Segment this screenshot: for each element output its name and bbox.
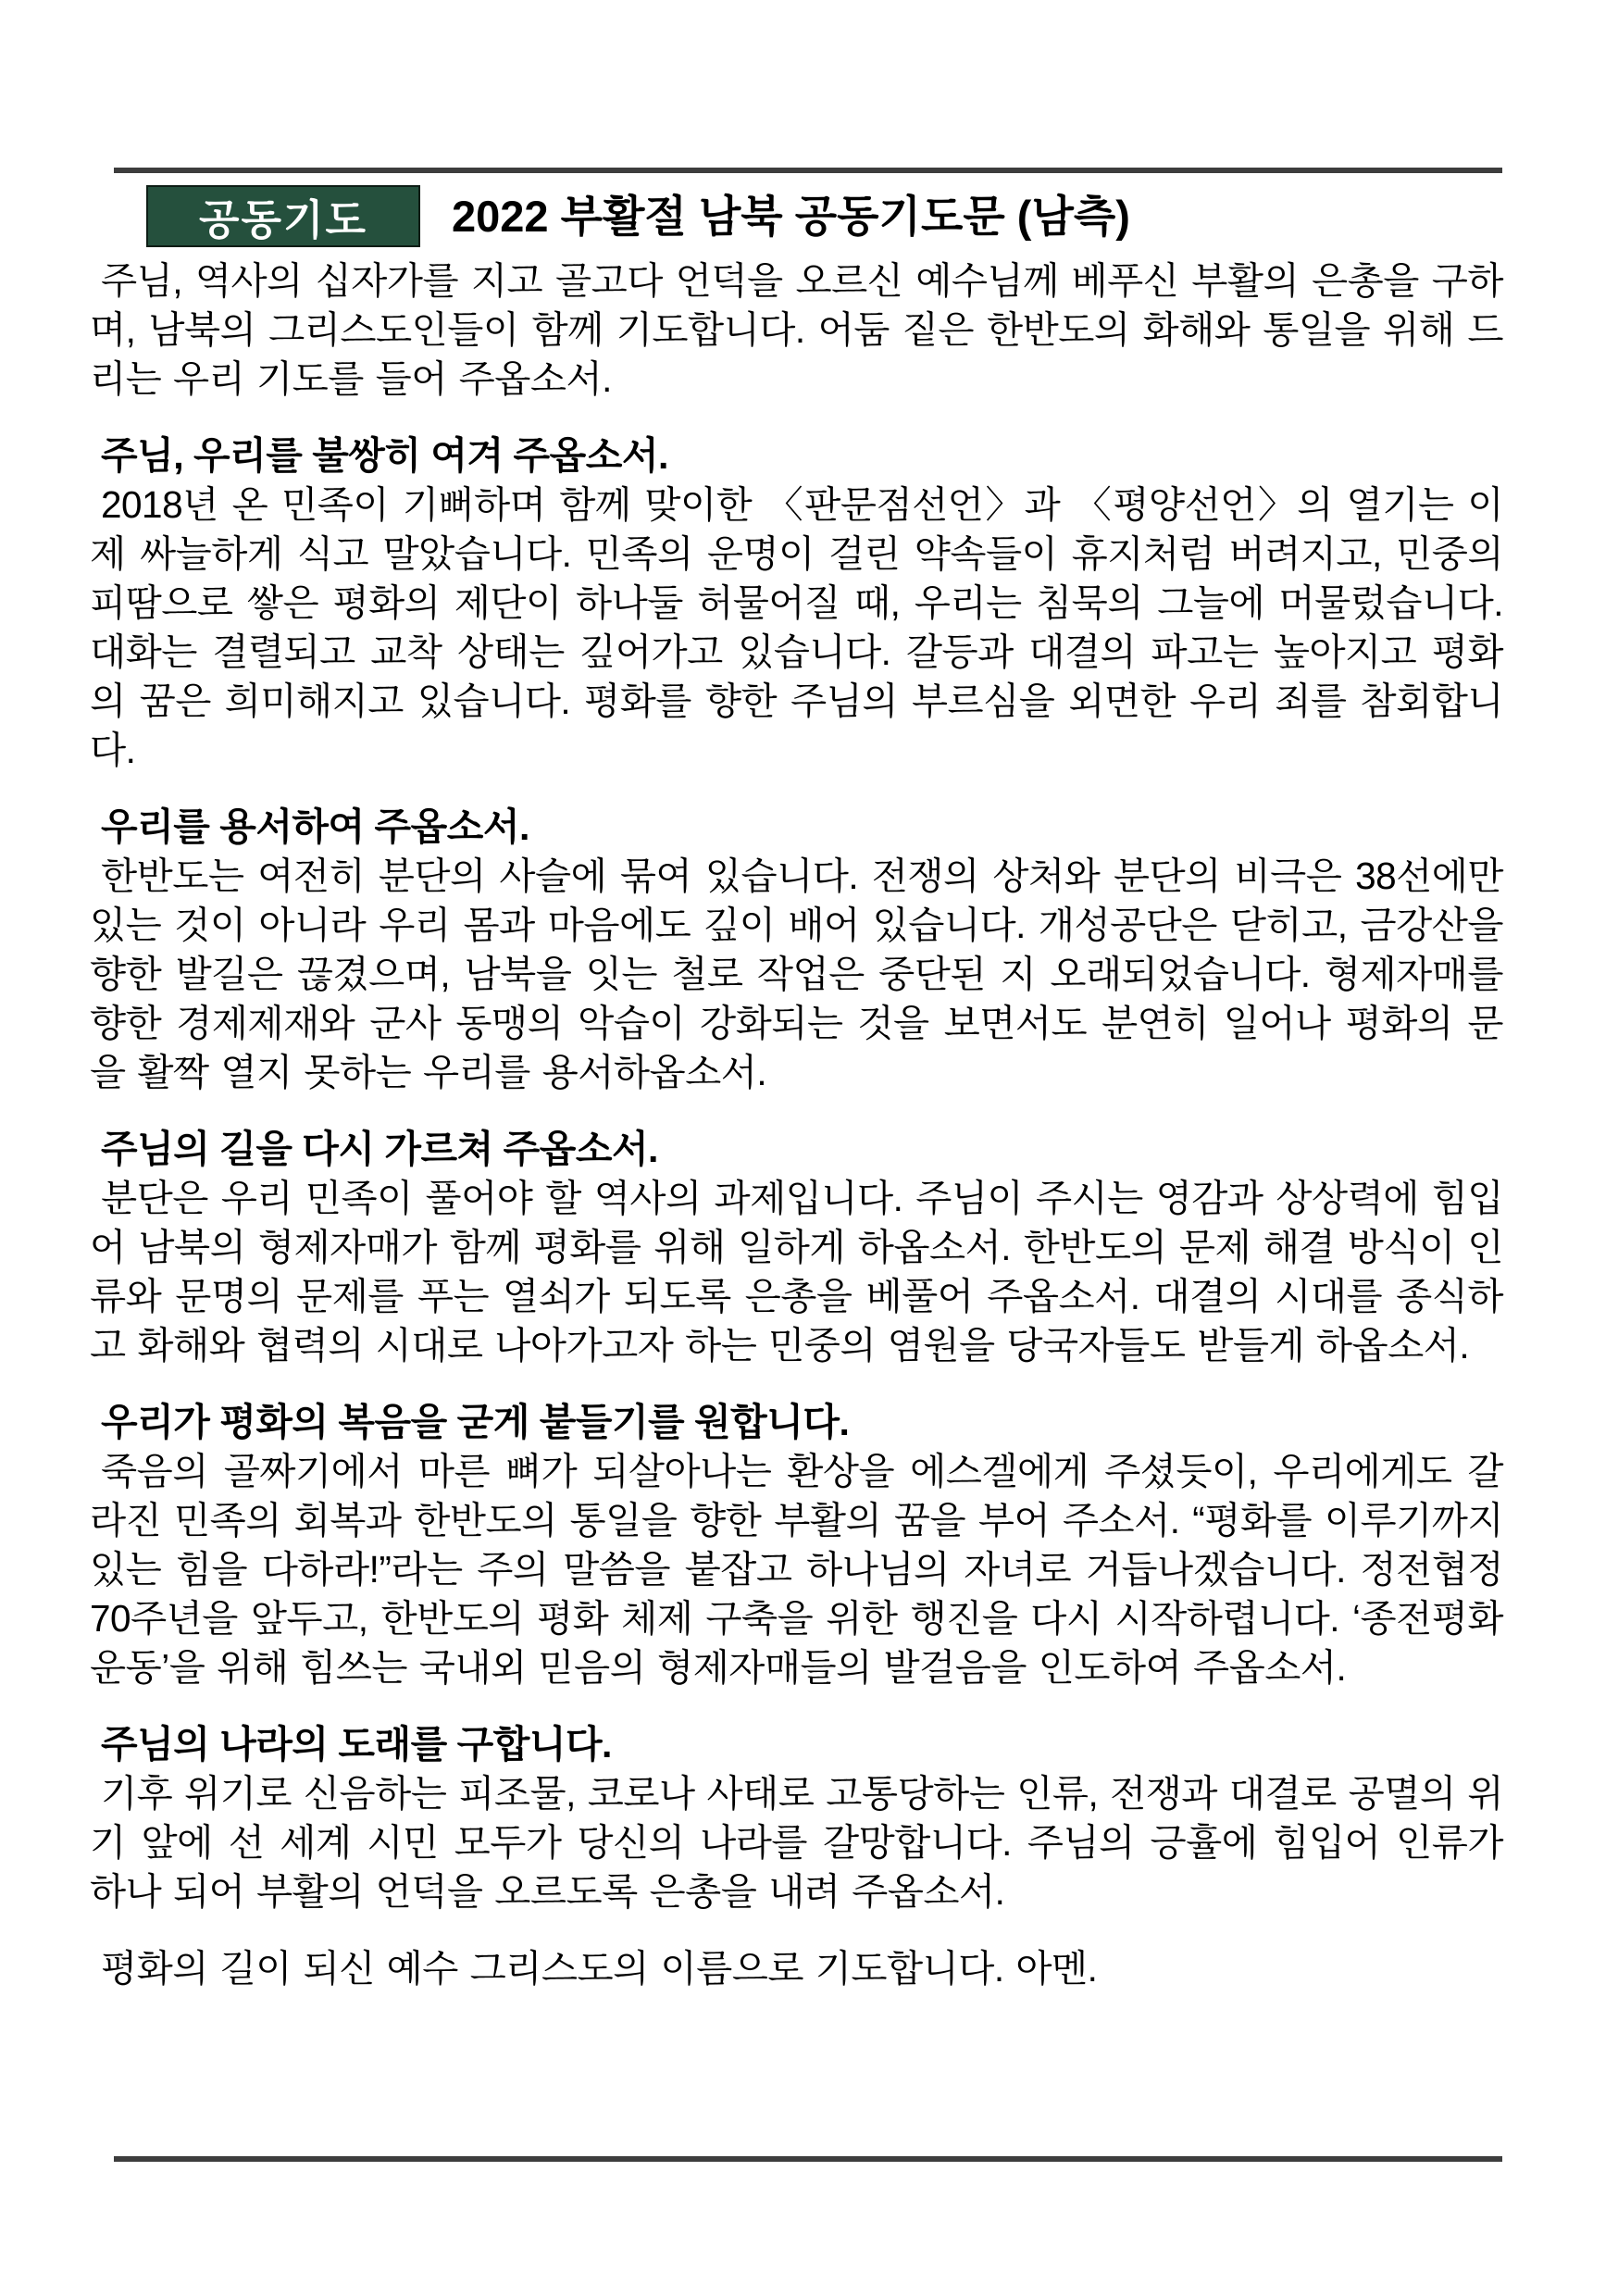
document-title: 2022 부활절 남북 공동기도문 (남측)	[452, 192, 1130, 241]
section-body: 분단은 우리 민족이 풀어야 할 역사의 과제입니다. 주님이 주시는 영감과 상상력에 힘입어 남북의 형제자매가 함께 평화를 위해 일하게 하옵소서. 한반도의 문제 해결 방식이 인류와 문명의 문제를 푸는 열쇠가 되도록 은총을 베풀어 주옵소서. 대결의 시대를 종식하고 화해와 협력의 시대로 나아가고자 하는 민중의 염원을 당국자들도 받들게 하옵소서.	[90, 1177, 1503, 1366]
prayer-content	[90, 256, 1503, 1993]
bottom-rule	[114, 2156, 1502, 2162]
section-body: 기후 위기로 신음하는 피조물, 코로나 사태로 고통당하는 인류, 전쟁과 대결로 공멸의 위기 앞에 선 세계 시민 모두가 당신의 나라를 갈망합니다. 주님의 긍휼에 힘입어 인류가 하나 되어 부활의 언덕을 오르도록 은총을 내려 주옵소서.	[90, 1772, 1503, 1913]
section-heading: 우리가 평화의 복음을 굳게 붙들기를 원합니다.	[101, 1401, 850, 1443]
section-body: 2018년 온 민족이 기뻐하며 함께 맞이한 〈판문점선언〉과 〈평양선언〉의 열기는 이제 싸늘하게 식고 말았습니다. 민족의 운명이 걸린 약속들이 휴지처럼 버려지고, 민중의 피땀으로 쌓은 평화의 제단이 하나둘 허물어질 때, 우리는 침묵의 그늘에 머물렀습니다. 대화는 결렬되고 교착 상태는 깊어가고 있습니다. 갈등과 대결의 파고는 높아지고 평화의 꿈은 희미해지고 있습니다. 평화를 향한 주님의 부르심을 외면한 우리 죄를 참회합니다.	[90, 483, 1503, 771]
section-heading: 주님, 우리를 불쌍히 여겨 주옵소서.	[101, 434, 668, 477]
prayer-section	[90, 1398, 1503, 1692]
prayer-section	[90, 803, 1503, 1097]
document-header	[146, 185, 1130, 247]
prayer-section	[90, 1720, 1503, 1916]
prayer-section	[90, 256, 1503, 404]
top-rule	[114, 168, 1502, 173]
prayer-section	[90, 1944, 1503, 1993]
section-body: 주님, 역사의 십자가를 지고 골고다 언덕을 오르신 예수님께 베푸신 부활의 은총을 구하며, 남북의 그리스도인들이 함께 기도합니다. 어둠 짙은 한반도의 화해와 통일을 위해 드리는 우리 기도를 들어 주옵소서.	[90, 259, 1503, 400]
section-heading: 주님의 길을 다시 가르쳐 주옵소서.	[101, 1128, 658, 1170]
section-heading: 주님의 나라의 도래를 구합니다.	[101, 1723, 612, 1766]
section-body: 평화의 길이 되신 예수 그리스도의 이름으로 기도합니다. 아멘.	[101, 1947, 1098, 1990]
section-heading: 우리를 용서하여 주옵소서.	[101, 805, 529, 848]
prayer-badge: 공동기도	[146, 185, 420, 247]
prayer-section	[90, 431, 1503, 775]
section-body: 죽음의 골짜기에서 마른 뼈가 되살아나는 환상을 에스겔에게 주셨듯이, 우리에게도 갈라진 민족의 회복과 한반도의 통일을 향한 부활의 꿈을 부어 주소서. “평화를 이루기까지 있는 힘을 다하라!”라는 주의 말씀을 붙잡고 하나님의 자녀로 거듭나겠습니다. 정전협정 70주년을 앞두고, 한반도의 평화 체제 구축을 위한 행진을 다시 시작하렵니다. ‘종전평화운동’을 위해 힘쓰는 국내외 믿음의 형제자매들의 발걸음을 인도하여 주옵소서.	[90, 1450, 1503, 1689]
section-body: 한반도는 여전히 분단의 사슬에 묶여 있습니다. 전쟁의 상처와 분단의 비극은 38선에만 있는 것이 아니라 우리 몸과 마음에도 깊이 배어 있습니다. 개성공단은 닫히고, 금강산을 향한 발길은 끊겼으며, 남북을 잇는 철로 작업은 중단된 지 오래되었습니다. 형제자매를 향한 경제제재와 군사 동맹의 악습이 강화되는 것을 보면서도 분연히 일어나 평화의 문을 활짝 열지 못하는 우리를 용서하옵소서.	[90, 855, 1503, 1093]
prayer-section	[90, 1125, 1503, 1370]
